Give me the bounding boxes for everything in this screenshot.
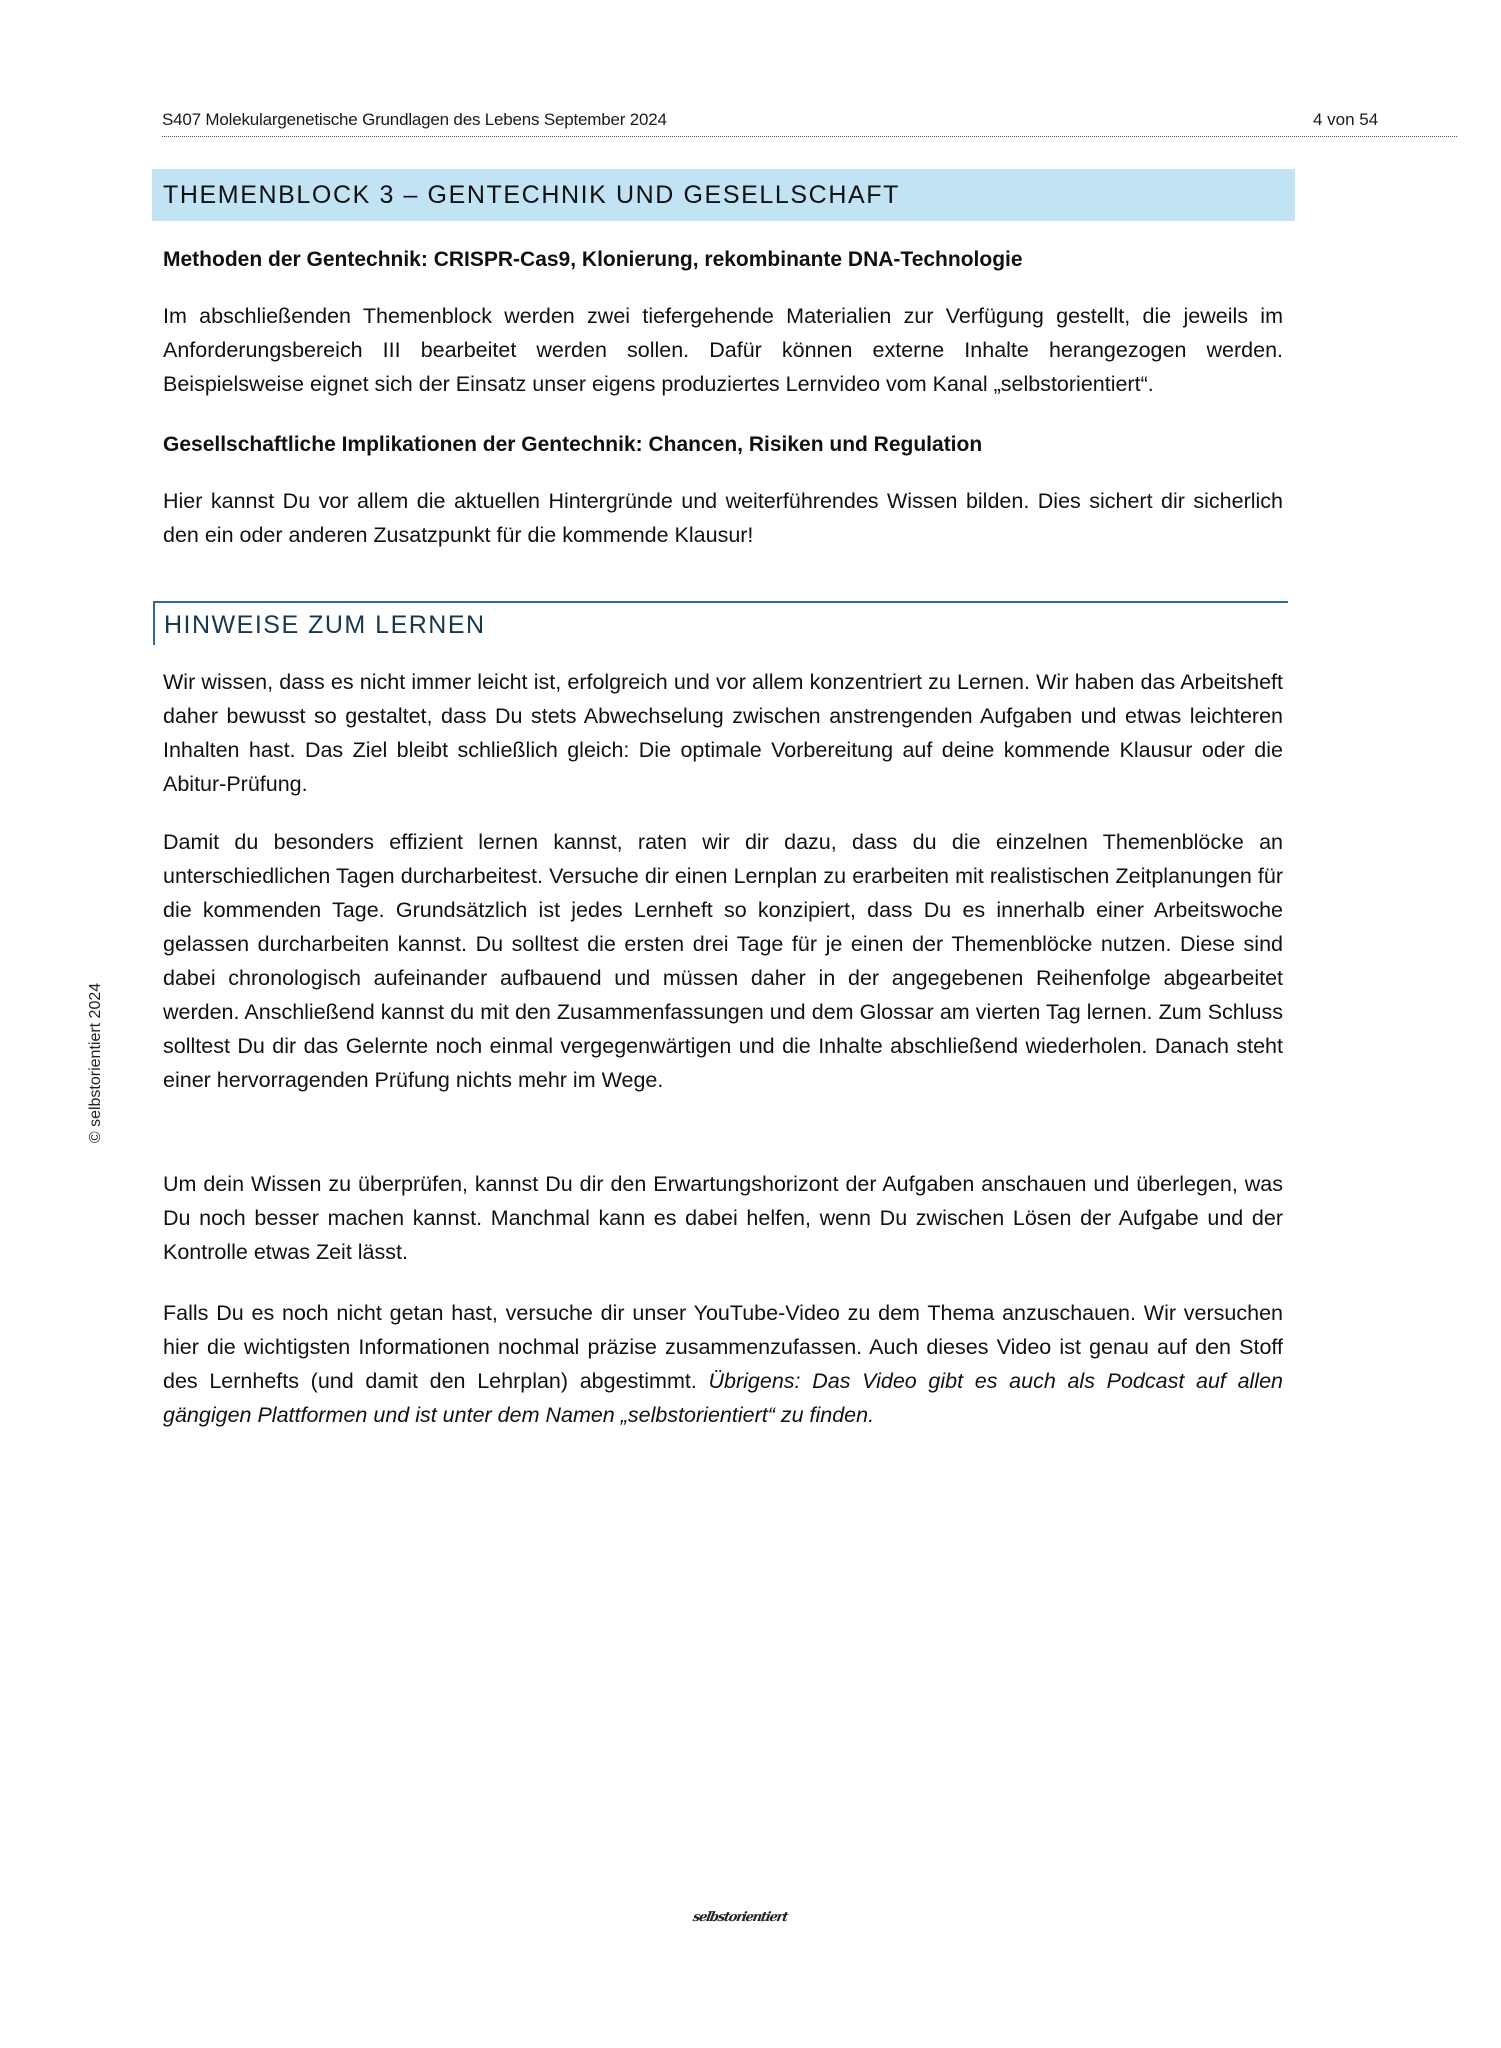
hints-heading-title: HINWEISE ZUM LERNEN bbox=[164, 611, 486, 639]
hints-heading bbox=[153, 601, 1288, 645]
hints-paragraph-4-text bbox=[163, 1296, 1283, 1432]
page-header bbox=[162, 110, 1457, 138]
hints-paragraph-1-text: Wir wissen, dass es nicht immer leicht ist, erfolgreich und vor allem konzentriert zu Lernen. Wir haben das Arbeitsheft daher bewusst so gestaltet, dass Du stets Abwechselung zwischen anstrengenden Aufgaben und etwas leichteren Inhalten hast. Das Ziel bleibt schließlich gleich: Die optimale Vorbereitung auf deine kommende Klausur oder die Abitur-Prüfung. bbox=[163, 670, 1283, 796]
section-title: THEMENBLOCK 3 – GENTECHNIK UND GESELLSCHAFT bbox=[163, 181, 900, 209]
subheading-methods bbox=[163, 246, 1283, 274]
copyright-notice: © selbstorientiert 2024 bbox=[87, 982, 104, 1144]
footer-logo: selbstorientiert bbox=[691, 1910, 789, 1925]
paragraph-methods bbox=[163, 299, 1283, 401]
document-title: S407 Molekulargenetische Grundlagen des Lebens September 2024 bbox=[162, 110, 667, 129]
hints-paragraph-4 bbox=[163, 1296, 1283, 1432]
section-banner bbox=[152, 169, 1295, 221]
hints-paragraph-4-regular: Falls Du es noch nicht getan hast, versuche dir unser YouTube-Video zu dem Thema anzuschauen. Wir versuchen hier die wichtigsten Informationen nochmal präzise zusammenzufassen. Auch dieses Video ist genau auf den Stoff des Lernhefts (und damit den Lehrplan) abgestimmt. bbox=[163, 1301, 1283, 1393]
subheading-implications bbox=[163, 431, 1283, 459]
header-divider bbox=[162, 136, 1457, 137]
hints-paragraph-3-text: Um dein Wissen zu überprüfen, kannst Du dir den Erwartungshorizont der Aufgaben anschauen und überlegen, was Du noch besser machen kannst. Manchmal kann es dabei helfen, wenn Du zwischen Lösen der Aufgabe und der Kontrolle etwas Zeit lässt. bbox=[163, 1172, 1283, 1264]
hints-paragraph-1 bbox=[163, 665, 1283, 801]
hints-paragraph-2 bbox=[163, 825, 1283, 1097]
paragraph-implications bbox=[163, 484, 1283, 552]
page-number: 4 von 54 bbox=[1313, 110, 1379, 129]
subheading-implications-text: Gesellschaftliche Implikationen der Gentechnik: Chancen, Risiken und Regulation bbox=[163, 433, 983, 456]
subheading-methods-text: Methoden der Gentechnik: CRISPR-Cas9, Klonierung, rekombinante DNA-Technologie bbox=[163, 248, 1023, 271]
hints-paragraph-3 bbox=[163, 1167, 1283, 1269]
paragraph-implications-text: Hier kannst Du vor allem die aktuellen Hintergründe und weiterführendes Wissen bilden. Dies sichert dir sicherlich den ein oder anderen Zusatzpunkt für die kommende Klausur! bbox=[163, 489, 1283, 547]
paragraph-methods-text: Im abschließenden Themenblock werden zwei tiefergehende Materialien zur Verfügung gestellt, die jeweils im Anforderungsbereich III bearbeitet werden sollen. Dafür können externe Inhalte herangezogen werden. Beispielsweise eignet sich der Einsatz unser eigens produziertes Lernvideo vom Kanal „selbstorientiert“. bbox=[163, 304, 1283, 396]
hints-paragraph-2-text: Damit du besonders effizient lernen kannst, raten wir dir dazu, dass du die einzelnen Themenblöcke an unterschiedlichen Tagen durcharbeitest. Versuche dir einen Lernplan zu erarbeiten mit realistischen Zeitplanungen für die kommenden Tage. Grundsätzlich ist jedes Lernheft so konzipiert, dass Du es innerhalb einer Arbeitswoche gelassen durcharbeiten kannst. Du solltest die ersten drei Tage für je einen der Themenblöcke nutzen. Diese sind dabei chronologisch aufeinander aufbauend und müssen daher in der angegebenen Reihenfolge abgearbeitet werden. Anschließend kannst du mit den Zusammenfassungen und dem Glossar am vierten Tag lernen. Zum Schluss solltest Du dir das Gelernte noch einmal vergegenwärtigen und die Inhalte abschließend wiederholen. Danach steht einer hervorragenden Prüfung nichts mehr im Wege. bbox=[163, 830, 1283, 1092]
hints-paragraph-4-italic: Übrigens: Das Video gibt es auch als Podcast auf allen gängigen Plattformen und ist unter dem Namen „selbstorientiert“ zu finden. bbox=[163, 1369, 1283, 1427]
